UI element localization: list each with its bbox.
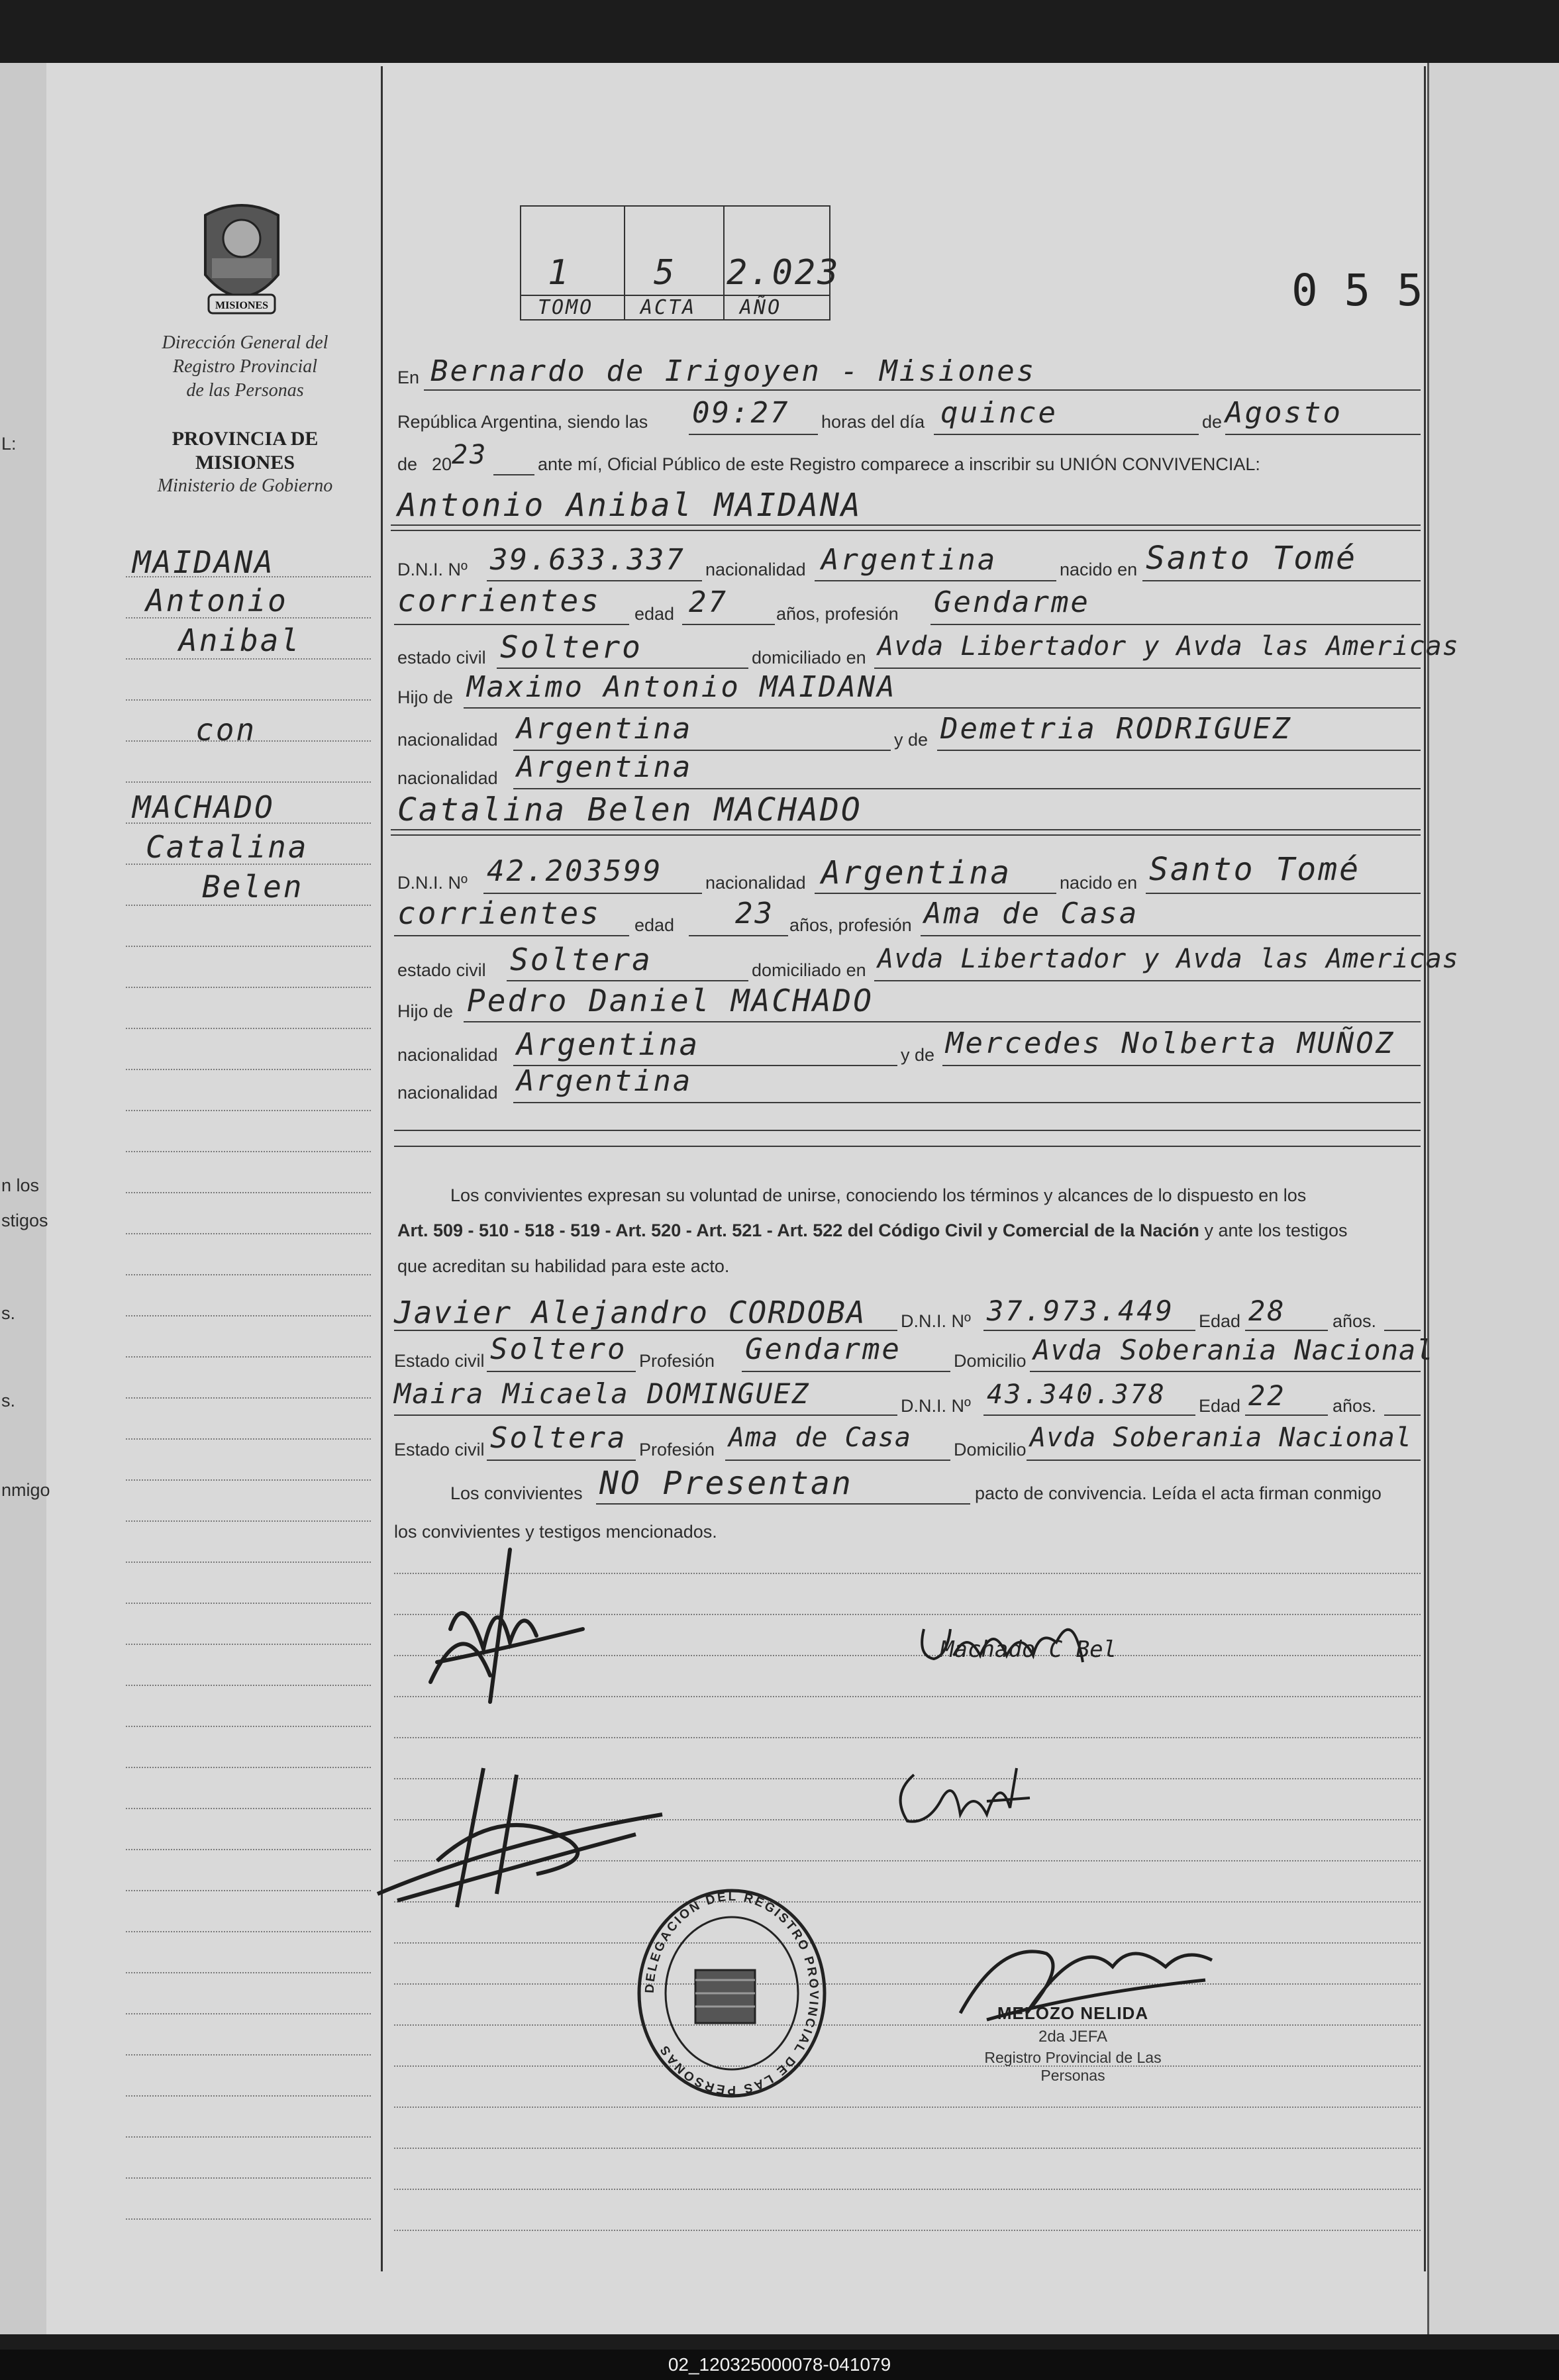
person1-nacpadre-label: nacionalidad xyxy=(397,730,498,750)
witness1-dni: 37.973.449 xyxy=(987,1295,1174,1327)
ano-value: 2.023 xyxy=(727,253,840,293)
edge-text: s. xyxy=(1,1303,16,1323)
person2-estado-label: estado civil xyxy=(397,960,486,980)
margin-ruled-line xyxy=(126,1767,371,1768)
edge-text: s. xyxy=(1,1391,16,1411)
margin-ruled-line xyxy=(126,946,371,947)
hour-value: 09:27 xyxy=(692,396,790,430)
margin-ruled-line xyxy=(126,576,371,577)
tomo-acta-ano-box xyxy=(520,205,840,321)
person1-nacionalidad: Argentina xyxy=(821,543,997,577)
margin-ruled-line xyxy=(126,2177,371,2179)
person2-dni: 42.203599 xyxy=(487,854,663,888)
margin-ruled-line xyxy=(126,2095,371,2097)
margin-ruled-line xyxy=(126,2136,371,2138)
person2-nacido: Santo Tomé xyxy=(1149,851,1360,888)
official-organization: Registro Provincial de Las Personas xyxy=(984,2049,1162,2084)
witness1-edad-label: Edad xyxy=(1199,1311,1241,1331)
person1-dni: 39.633.337 xyxy=(490,543,685,577)
acta-value: 5 xyxy=(654,253,677,293)
margin-ruled-line xyxy=(126,617,371,619)
margin-ruled-line xyxy=(126,658,371,660)
witness1-name: Javier Alejandro CORDOBA xyxy=(394,1295,866,1330)
person1-yde-label: y de xyxy=(894,730,929,750)
month-value: Agosto xyxy=(1225,396,1342,430)
stamp-ring-text: DELEGACION DEL REGISTRO PROVINCIAL DE LAS PERSONAS xyxy=(642,1889,821,2097)
official-name: MELOZO NELIDA xyxy=(997,2003,1149,2023)
declaration-line-2-rest: y ante los testigos xyxy=(1199,1220,1348,1240)
margin-ruled-line xyxy=(126,1726,371,1727)
person1-estado: Soltero xyxy=(500,629,642,665)
margin-ruled-line xyxy=(126,1192,371,1193)
person2-domic-label: domiciliado en xyxy=(752,960,866,980)
person1-nacido: Santo Tomé xyxy=(1146,540,1357,577)
person1-nacido-label: nacido en xyxy=(1060,560,1138,579)
margin-ruled-line xyxy=(126,1520,371,1522)
margin-ruled-line xyxy=(126,1972,371,1973)
person1-dni-label: D.N.I. Nº xyxy=(397,560,468,579)
margin-ruled-line xyxy=(126,1479,371,1481)
margin-ruled-line xyxy=(126,905,371,906)
pacto-label-pre: Los convivientes xyxy=(450,1483,583,1503)
signature-witness-javier xyxy=(371,1761,676,1914)
margin-ruled-line xyxy=(126,2218,371,2220)
margin-note-name-2b: Belen xyxy=(202,869,304,905)
margin-divider-line xyxy=(381,66,383,2271)
person2-nacionalidad: Argentina xyxy=(821,854,1012,891)
witness2-estado-label: Estado civil xyxy=(394,1440,485,1460)
signature-witness-maira xyxy=(887,1761,1033,1834)
directorate-line-2: Registro Provincial xyxy=(173,356,317,377)
province-coat-of-arms-seal xyxy=(192,202,291,321)
pacto-label-post: pacto de convivencia. Leída el acta firman conmigo xyxy=(975,1483,1382,1503)
tomo-label: TOMO xyxy=(538,296,594,319)
edge-text: nmigo xyxy=(1,1480,50,1500)
witness2-anos-label: años. xyxy=(1333,1396,1377,1416)
person2-estado: Soltera xyxy=(510,942,652,977)
person2-nacpadre-label: nacionalidad xyxy=(397,1045,498,1065)
main-ruled-line xyxy=(394,2107,1421,2108)
pacto-value: NO Presentan xyxy=(599,1465,853,1502)
seal-caption: MISIONES xyxy=(215,300,269,311)
witness1-dni-label: D.N.I. Nº xyxy=(901,1311,971,1331)
margin-ruled-line xyxy=(126,699,371,701)
witness1-domicilio: Avda Soberania Nacional xyxy=(1033,1334,1434,1366)
person1-padre: Maximo Antonio MAIDANA xyxy=(467,670,897,704)
directorate-line-1: Dirección General del xyxy=(162,332,328,353)
person1-prof-label: años, profesión xyxy=(776,604,899,624)
margin-ruled-line xyxy=(126,1890,371,1891)
person1-lugar: corrientes xyxy=(397,583,601,619)
margin-ruled-line xyxy=(126,1315,371,1316)
de-label: de xyxy=(1202,412,1223,432)
directorate-line-3: de las Personas xyxy=(186,380,304,401)
person1-nac-label: nacionalidad xyxy=(705,560,806,579)
province-line-1: PROVINCIA DE xyxy=(172,428,319,450)
margin-ruled-line xyxy=(126,2054,371,2056)
province-line-2: MISIONES xyxy=(195,452,295,473)
witness1-domic-label: Domicilio xyxy=(954,1351,1027,1371)
witness2-estado: Soltera xyxy=(490,1421,627,1455)
edge-text: L: xyxy=(1,434,17,454)
signature-antonio-maidana xyxy=(424,1550,596,1709)
witness1-edad: 28 xyxy=(1248,1295,1286,1327)
witness1-prof-label: Profesión xyxy=(639,1351,715,1371)
margin-ruled-line xyxy=(126,1356,371,1358)
ministry-label: Ministerio de Gobierno xyxy=(157,475,333,496)
en-label: En xyxy=(397,368,420,387)
person2-edad-label: edad xyxy=(634,915,675,935)
previous-page-edge xyxy=(0,63,48,2334)
person1-edad: 27 xyxy=(689,585,728,619)
margin-ruled-line xyxy=(126,740,371,742)
person2-nac-padre: Argentina xyxy=(517,1026,700,1062)
person1-hijo-label: Hijo de xyxy=(397,687,454,707)
witness1-anos-label: años. xyxy=(1333,1311,1377,1331)
person1-domic-label: domiciliado en xyxy=(752,648,866,668)
person1-nac-madre: Argentina xyxy=(517,750,693,784)
person1-nac-padre: Argentina xyxy=(517,712,693,746)
witness2-dni: 43.340.378 xyxy=(987,1379,1166,1410)
person2-dni-label: D.N.I. Nº xyxy=(397,873,468,893)
signature-catalina-machado xyxy=(914,1603,1117,1682)
registry-delegation-stamp xyxy=(632,1887,831,2099)
day-value: quince xyxy=(940,396,1058,430)
person2-nac-label: nacionalidad xyxy=(705,873,806,893)
main-ruled-line xyxy=(394,2065,1421,2067)
margin-ruled-line xyxy=(126,822,371,824)
margin-ruled-line xyxy=(126,987,371,988)
document-footer-code: 02_120325000078-041079 xyxy=(0,2350,1559,2380)
person2-profesion: Ama de Casa xyxy=(924,897,1139,930)
person2-nac-madre: Argentina xyxy=(517,1064,693,1098)
main-ruled-line xyxy=(394,2148,1421,2149)
declaration-line-3: que acreditan su habilidad para este acto. xyxy=(397,1256,730,1276)
witness1-estado-label: Estado civil xyxy=(394,1351,485,1371)
witness2-prof-label: Profesión xyxy=(639,1440,715,1460)
compare-text: ante mí, Oficial Público de este Registro comparece a inscribir su UNIÓN CONVIVENCIAL: xyxy=(538,454,1260,474)
margin-note-surname-1: MAIDANA xyxy=(132,544,275,580)
edge-text: stigos xyxy=(1,1211,48,1230)
person2-nacido-label: nacido en xyxy=(1060,873,1138,893)
edge-text: n los xyxy=(1,1175,40,1195)
person2-madre: Mercedes Nolberta MUÑOZ xyxy=(946,1026,1395,1060)
right-frame-line xyxy=(1424,66,1426,2271)
witness2-domic-label: Domicilio xyxy=(954,1440,1027,1460)
main-ruled-line xyxy=(394,1942,1421,1944)
year-de-label: de xyxy=(397,454,418,474)
witness2-profesion: Ama de Casa xyxy=(729,1422,911,1453)
year-value: 23 xyxy=(452,440,488,470)
margin-ruled-line xyxy=(126,1397,371,1399)
person1-nacmadre-label: nacionalidad xyxy=(397,768,498,788)
margin-ruled-line xyxy=(126,1274,371,1275)
person2-edad: 23 xyxy=(735,897,774,930)
folio-number: 0 5 5 xyxy=(1291,265,1423,316)
place-value: Bernardo de Irigoyen - Misiones xyxy=(430,354,1036,388)
declaration-line-1: Los convivientes expresan su voluntad de unirse, conociendo los términos y alcances de lo dispuesto en los xyxy=(450,1185,1307,1205)
margin-ruled-line xyxy=(126,864,371,865)
margin-note-name-1: Antonio xyxy=(146,583,288,619)
horas-label: horas del día xyxy=(821,412,925,432)
official-title: 2da JEFA xyxy=(1038,2028,1108,2046)
year-prefix: 20 xyxy=(432,454,452,474)
person1-estado-label: estado civil xyxy=(397,648,486,668)
ano-label: AÑO xyxy=(740,296,782,319)
pacto-line-2: los convivientes y testigos mencionados. xyxy=(394,1522,717,1542)
witness1-estado: Soltero xyxy=(490,1332,627,1366)
acta-label: ACTA xyxy=(640,296,697,319)
margin-ruled-line xyxy=(126,1685,371,1686)
main-ruled-line xyxy=(394,1983,1421,1985)
person2-domicilio: Avda Libertador y Avda las Americas xyxy=(878,944,1459,974)
person1-madre: Demetria RODRIGUEZ xyxy=(940,712,1292,746)
tomo-value: 1 xyxy=(548,253,571,293)
margin-note-con: con xyxy=(195,712,257,748)
witness2-edad-label: Edad xyxy=(1199,1396,1241,1416)
margin-ruled-line xyxy=(126,1069,371,1070)
main-ruled-line xyxy=(394,2230,1421,2231)
margin-ruled-line xyxy=(126,1233,371,1234)
next-page-edge xyxy=(1427,63,1559,2334)
person2-nacmadre-label: nacionalidad xyxy=(397,1083,498,1103)
margin-ruled-line xyxy=(126,1151,371,1152)
margin-ruled-line xyxy=(126,781,371,783)
margin-ruled-line xyxy=(126,1808,371,1809)
person2-padre: Pedro Daniel MACHADO xyxy=(467,983,874,1018)
person2-lugar: corrientes xyxy=(397,895,601,931)
person1-profesion: Gendarme xyxy=(934,585,1090,619)
main-ruled-line xyxy=(394,1737,1421,1738)
margin-ruled-line xyxy=(126,1028,371,1029)
margin-ruled-line xyxy=(126,1603,371,1604)
margin-ruled-line xyxy=(126,2013,371,2014)
person1-domicilio: Avda Libertador y Avda las Americas xyxy=(878,631,1459,662)
person2-name: Catalina Belen MACHADO xyxy=(397,791,862,828)
margin-ruled-line xyxy=(126,1644,371,1645)
main-ruled-line xyxy=(394,2189,1421,2190)
main-ruled-line xyxy=(394,2024,1421,2026)
witness1-profesion: Gendarme xyxy=(745,1332,901,1366)
person2-hijo-label: Hijo de xyxy=(397,1001,454,1021)
margin-note-surname-2: MACHADO xyxy=(132,789,275,825)
republica-label: República Argentina, siendo las xyxy=(397,412,648,432)
witness2-name: Maira Micaela DOMINGUEZ xyxy=(394,1377,810,1410)
declaration-articles: Art. 509 - 510 - 518 - 519 - Art. 520 - Art. 521 - Art. 522 del Código Civil y Comercial de la Nación xyxy=(397,1220,1199,1240)
witness2-domicilio: Avda Soberania Nacional xyxy=(1030,1422,1412,1453)
witness2-edad: 22 xyxy=(1248,1379,1286,1412)
margin-note-name-2: Catalina xyxy=(146,829,309,865)
person1-edad-label: edad xyxy=(634,604,675,624)
person1-name: Antonio Anibal MAIDANA xyxy=(397,487,862,524)
witness2-dni-label: D.N.I. Nº xyxy=(901,1396,971,1416)
person2-prof-label: años, profesión xyxy=(789,915,912,935)
margin-ruled-line xyxy=(126,1438,371,1440)
margin-ruled-line xyxy=(126,1110,371,1111)
margin-note-name-1b: Anibal xyxy=(179,622,301,658)
margin-ruled-line xyxy=(126,1562,371,1563)
margin-ruled-line xyxy=(126,1849,371,1850)
margin-ruled-line xyxy=(126,1931,371,1932)
person2-yde-label: y de xyxy=(901,1045,935,1065)
signature-catalina-text: Machado C Bel xyxy=(940,1636,1117,1663)
